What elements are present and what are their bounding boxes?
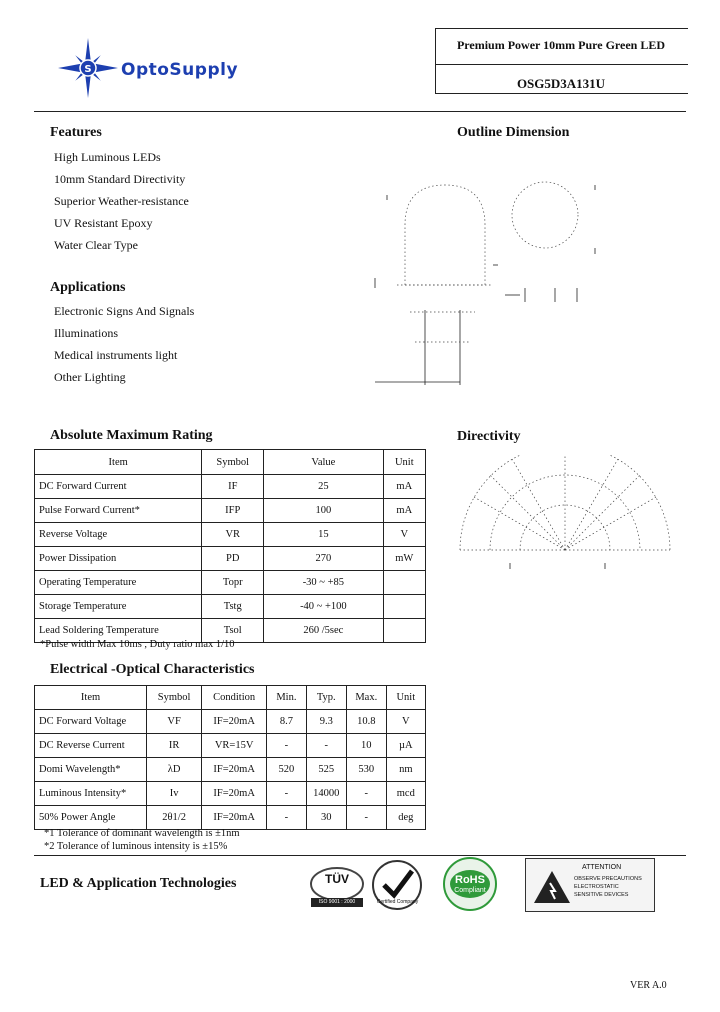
table-row xyxy=(35,595,426,619)
table-cell: IFP xyxy=(202,499,264,523)
table-cell: Tstg xyxy=(202,595,264,619)
directivity-heading: Directivity xyxy=(457,429,521,444)
svg-text:S: S xyxy=(84,64,92,75)
table-cell: IF xyxy=(202,475,264,499)
tuv-badge xyxy=(307,862,367,910)
table-cell: - xyxy=(346,806,386,830)
table-cell: 270 xyxy=(264,547,383,571)
table-cell: IF=20mA xyxy=(202,806,267,830)
table-cell: DC Reverse Current xyxy=(35,734,147,758)
table-cell: 530 xyxy=(346,758,386,782)
table-cell: mW xyxy=(383,547,425,571)
iso-label: ISO 9001 : 2000 xyxy=(318,899,356,905)
outline-heading: Outline Dimension xyxy=(457,125,570,140)
list-item: Other Lighting xyxy=(54,370,126,384)
table-cell: - xyxy=(306,734,346,758)
table-cell: - xyxy=(346,782,386,806)
table-cell: IF=20mA xyxy=(202,782,267,806)
table-cell: 30 xyxy=(306,806,346,830)
table-cell xyxy=(383,595,425,619)
table-cell: mA xyxy=(383,475,425,499)
column-header: Symbol xyxy=(202,450,264,475)
table-cell: 525 xyxy=(306,758,346,782)
table-cell: mA xyxy=(383,499,425,523)
rohs-label: RoHS xyxy=(455,874,485,886)
tuv-label: TÜV xyxy=(325,872,349,886)
table-cell: IR xyxy=(147,734,202,758)
table-cell: 100 xyxy=(264,499,383,523)
table-cell: Tsol xyxy=(202,619,264,643)
table-row xyxy=(35,806,426,830)
features-heading: Features xyxy=(50,125,102,140)
eo-heading: Electrical -Optical Characteristics xyxy=(50,662,255,677)
table-cell: nm xyxy=(386,758,425,782)
attention-line-3: SENSITIVE DEVICES xyxy=(574,892,629,898)
list-item: Electronic Signs And Signals xyxy=(54,304,195,318)
list-item: UV Resistant Epoxy xyxy=(54,216,153,230)
esd-warning-icon xyxy=(532,869,572,905)
table-cell: mcd xyxy=(386,782,425,806)
table-cell: PD xyxy=(202,547,264,571)
table-cell: V xyxy=(386,710,425,734)
table-row xyxy=(35,734,426,758)
table-cell: - xyxy=(267,734,307,758)
table-cell: Pulse Forward Current* xyxy=(35,499,202,523)
column-header: Unit xyxy=(386,686,425,710)
header-rule xyxy=(34,111,686,112)
table-cell: DC Forward Voltage xyxy=(35,710,147,734)
table-cell: V xyxy=(383,523,425,547)
table-row xyxy=(35,571,426,595)
table-cell: 10 xyxy=(346,734,386,758)
table-cell: VR=15V xyxy=(202,734,267,758)
table-row xyxy=(35,758,426,782)
table-cell: Luminous Intensity* xyxy=(35,782,147,806)
column-header: Min. xyxy=(267,686,307,710)
table-cell: 14000 xyxy=(306,782,346,806)
table-cell: Topr xyxy=(202,571,264,595)
table-row xyxy=(35,782,426,806)
table-cell: 2θ1/2 xyxy=(147,806,202,830)
column-header: Typ. xyxy=(306,686,346,710)
list-item: Illuminations xyxy=(54,326,118,340)
column-header: Condition xyxy=(202,686,267,710)
attention-line-2: ELECTROSTATIC xyxy=(574,884,619,890)
abs-max-table xyxy=(34,449,426,643)
part-number: OSG5D3A131U xyxy=(516,76,606,91)
table-cell: Iv xyxy=(147,782,202,806)
table-cell: Reverse Voltage xyxy=(35,523,202,547)
table-cell: IF=20mA xyxy=(202,710,267,734)
table-cell xyxy=(383,619,425,643)
table-cell: DC Forward Current xyxy=(35,475,202,499)
table-row xyxy=(35,499,426,523)
list-item: Superior Weather-resistance xyxy=(54,194,189,208)
certified-label: Certified Company xyxy=(376,899,419,905)
table-cell: 260 /5sec xyxy=(264,619,383,643)
table-cell: 9.3 xyxy=(306,710,346,734)
table-cell: 15 xyxy=(264,523,383,547)
eo-note-2: *2 Tolerance of luminous intensity is ±15% xyxy=(44,841,228,852)
eo-table xyxy=(34,685,426,830)
table-cell: 10.8 xyxy=(346,710,386,734)
table-cell: - xyxy=(267,782,307,806)
brand-logo xyxy=(58,38,118,98)
table-cell: Domi Wavelength* xyxy=(35,758,147,782)
table-cell: Power Dissipation xyxy=(35,547,202,571)
table-row xyxy=(35,547,426,571)
table-cell: -30 ~ +85 xyxy=(264,571,383,595)
table-cell xyxy=(383,571,425,595)
rohs-sublabel: Compliant xyxy=(454,887,486,894)
table-cell: VF xyxy=(147,710,202,734)
table-row xyxy=(35,475,426,499)
applications-list xyxy=(54,300,194,388)
table-header-row xyxy=(35,450,426,475)
table-cell: 520 xyxy=(267,758,307,782)
table-row xyxy=(35,523,426,547)
brand-name: OptoSupply xyxy=(121,60,239,80)
table-cell: 50% Power Angle xyxy=(35,806,147,830)
certified-badge xyxy=(370,859,425,911)
column-header: Symbol xyxy=(147,686,202,710)
table-cell: λD xyxy=(147,758,202,782)
company-name: LED & Application Technologies xyxy=(40,876,237,891)
column-header: Max. xyxy=(346,686,386,710)
column-header: Item xyxy=(35,686,147,710)
column-header: Item xyxy=(35,450,202,475)
esd-attention-box xyxy=(525,858,655,912)
table-row xyxy=(35,710,426,734)
version-label: VER A.0 xyxy=(630,980,667,991)
table-header-row xyxy=(35,686,426,710)
footer-rule xyxy=(34,855,686,856)
abs-max-heading: Absolute Maximum Rating xyxy=(50,428,213,443)
list-item: 10mm Standard Directivity xyxy=(54,172,186,186)
table-cell: deg xyxy=(386,806,425,830)
column-header: Unit xyxy=(383,450,425,475)
table-cell: IF=20mA xyxy=(202,758,267,782)
list-item: Medical instruments light xyxy=(54,348,178,362)
table-cell: µA xyxy=(386,734,425,758)
table-cell: VR xyxy=(202,523,264,547)
table-cell: - xyxy=(267,806,307,830)
list-item: Water Clear Type xyxy=(54,238,138,252)
rohs-badge xyxy=(435,857,505,911)
table-cell: Lead Soldering Temperature xyxy=(35,619,202,643)
star-logo-icon xyxy=(58,38,118,98)
table-cell: -40 ~ +100 xyxy=(264,595,383,619)
table-cell: 25 xyxy=(264,475,383,499)
table-cell: Operating Temperature xyxy=(35,571,202,595)
table-cell: Storage Temperature xyxy=(35,595,202,619)
applications-heading: Applications xyxy=(50,280,126,295)
directivity-polar-chart xyxy=(440,455,690,575)
outline-dimension-drawing xyxy=(365,170,615,395)
list-item: High Luminous LEDs xyxy=(54,150,161,164)
eo-note-1: *1 Tolerance of dominant wavelength is ±1nm xyxy=(44,828,240,839)
product-title: Premium Power 10mm Pure Green LED xyxy=(456,38,666,52)
column-header: Value xyxy=(264,450,383,475)
attention-title: ATTENTION xyxy=(582,864,622,871)
attention-line-1: OBSERVE PRECAUTIONS xyxy=(574,876,642,882)
features-list xyxy=(54,146,189,256)
abs-max-footnote: *Pulse width Max 10ms , Duty ratio max 1/10 xyxy=(40,639,235,650)
table-cell: 8.7 xyxy=(267,710,307,734)
